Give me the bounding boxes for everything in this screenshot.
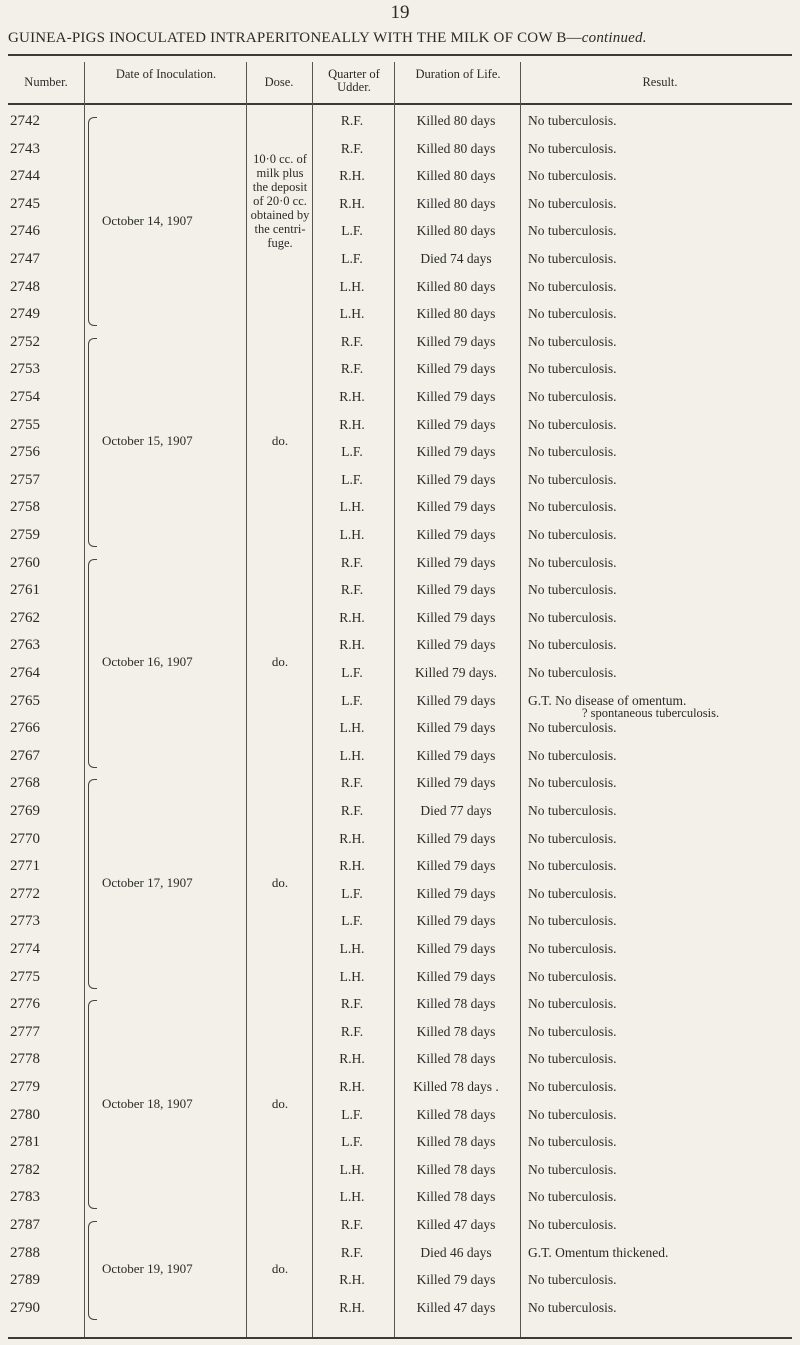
row-result [528, 886, 796, 902]
row-number: 2752 [10, 333, 40, 350]
row-duration: Killed 79 days. [414, 665, 498, 680]
row-result [528, 748, 796, 764]
row-result [528, 693, 796, 721]
row-result-text: No tuberculosis. [528, 996, 617, 1012]
row-duration: Killed 78 days [416, 1134, 496, 1150]
row-number: 2744 [10, 168, 40, 185]
group-brace [88, 1000, 97, 1209]
row-result-text: No tuberculosis. [528, 803, 617, 818]
row-udder-quarter: R.F. [340, 1217, 364, 1232]
row-duration: Killed 79 days [416, 361, 496, 377]
group-dose: do. [271, 1261, 289, 1277]
row-udder-quarter: L.F. [341, 223, 363, 239]
row-duration: Killed 80 days [416, 113, 496, 128]
row-number: 2758 [10, 499, 40, 516]
row-result-text: No tuberculosis. [528, 665, 617, 680]
row-result [528, 637, 796, 653]
row-udder-quarter: L.H. [339, 1161, 365, 1177]
row-result-text: No tuberculosis. [528, 389, 617, 404]
row-duration: Killed 79 days [416, 775, 496, 791]
header-number: Number. [24, 75, 68, 89]
row-duration: Killed 79 days [416, 416, 496, 432]
row-result [528, 858, 796, 874]
row-result [528, 1300, 796, 1316]
row-result-text: No tuberculosis. [528, 306, 617, 322]
row-result-text: No tuberculosis. [528, 527, 617, 542]
row-duration: Killed 80 days [416, 306, 496, 322]
row-result-text: No tuberculosis. [528, 1272, 617, 1288]
row-duration: Killed 79 days [416, 1272, 496, 1288]
row-result [528, 306, 796, 322]
row-udder-quarter: L.H. [339, 527, 365, 542]
row-number: 2761 [10, 582, 40, 599]
row-duration: Killed 78 days [416, 1106, 496, 1122]
group-date: October 15, 1907 [102, 433, 193, 449]
row-result-text: No tuberculosis. [528, 858, 617, 874]
row-result [528, 1162, 796, 1178]
group-date: October 17, 1907 [102, 875, 193, 890]
column-divider [394, 62, 395, 1337]
row-number: 2757 [10, 471, 40, 488]
row-result-text: No tuberculosis. [528, 1134, 617, 1150]
row-result [528, 1134, 796, 1150]
row-result-text: No tuberculosis. [528, 113, 617, 128]
row-number: 2767 [10, 747, 40, 764]
group-dose: do. [271, 875, 289, 890]
row-result [528, 1107, 796, 1123]
row-result-text: No tuberculosis. [528, 1161, 617, 1177]
row-result-text: No tuberculosis. [528, 1189, 617, 1205]
group-brace [88, 338, 97, 547]
page-number: 19 [390, 2, 410, 23]
row-result [528, 969, 796, 985]
row-udder-quarter: R.H. [339, 609, 365, 625]
row-result-text: No tuberculosis. [528, 251, 617, 266]
dose-description: 10·0 cc. of milk plus the deposit of 20·0 cc. obtained by the centri-fuge. [250, 152, 310, 250]
row-duration: Died 74 days [420, 251, 492, 266]
row-result [528, 334, 796, 350]
row-number: 2768 [10, 775, 40, 792]
row-udder-quarter: L.H. [339, 720, 365, 736]
row-result-text: No tuberculosis. [528, 444, 617, 460]
row-result [528, 113, 796, 129]
row-number: 2772 [10, 885, 40, 902]
row-duration: Killed 79 days [416, 554, 496, 570]
row-result-text: No tuberculosis. [528, 941, 617, 956]
row-result-text: No tuberculosis. [528, 1299, 617, 1315]
row-result [528, 610, 796, 626]
row-number: 2755 [10, 416, 40, 433]
header-dose: Dose. [264, 75, 294, 89]
row-result [528, 803, 796, 819]
row-duration: Killed 79 days [416, 527, 496, 542]
row-duration: Killed 79 days [416, 499, 496, 515]
row-result [528, 720, 796, 736]
row-duration: Killed 79 days [416, 830, 496, 846]
column-divider [84, 62, 85, 1337]
row-result-text: G.T. No disease of omentum. [528, 692, 687, 708]
row-number: 2783 [10, 1189, 40, 1206]
row-result-text: No tuberculosis. [528, 968, 617, 984]
row-result [528, 913, 796, 929]
row-result-text: No tuberculosis. [528, 1023, 617, 1039]
row-udder-quarter: R.F. [340, 775, 364, 791]
row-udder-quarter: R.H. [339, 195, 365, 211]
row-result-text: No tuberculosis. [528, 637, 617, 653]
row-result [528, 223, 796, 239]
row-udder-quarter: R.H. [339, 1299, 365, 1315]
row-udder-quarter: R.F. [340, 1023, 364, 1039]
row-result [528, 527, 796, 543]
row-udder-quarter: L.F. [341, 885, 363, 901]
row-udder-quarter: L.F. [341, 1134, 363, 1150]
row-number: 2781 [10, 1134, 40, 1151]
row-duration: Died 77 days [420, 803, 492, 818]
row-number: 2771 [10, 858, 40, 875]
row-result [528, 996, 796, 1012]
heading-text: GUINEA-PIGS INOCULATED INTRAPERITONEALLY WITH THE MILK OF COW B— [8, 30, 582, 46]
row-udder-quarter: L.H. [339, 306, 365, 322]
row-udder-quarter: R.F. [340, 582, 364, 598]
row-duration: Killed 80 days [416, 140, 496, 156]
row-duration: Killed 80 days [416, 223, 496, 239]
row-duration: Killed 78 days [416, 1161, 496, 1177]
row-result-text: No tuberculosis. [528, 278, 617, 294]
row-udder-quarter: R.H. [339, 1051, 365, 1067]
row-result-text: G.T. Omentum thickened. [528, 1244, 669, 1260]
row-result [528, 1079, 796, 1095]
group-date: October 16, 1907 [102, 654, 193, 670]
row-number: 2754 [10, 389, 40, 405]
row-duration: Killed 79 days [416, 471, 496, 487]
column-divider [246, 62, 247, 1337]
row-udder-quarter: R.H. [339, 637, 365, 653]
row-result-text: No tuberculosis. [528, 499, 617, 515]
row-duration: Killed 47 days [416, 1217, 496, 1232]
row-number: 2764 [10, 665, 40, 681]
group-date: October 14, 1907 [102, 212, 193, 228]
row-duration: Killed 79 days [416, 609, 496, 625]
row-result-text: No tuberculosis. [528, 168, 617, 184]
row-result [528, 251, 796, 267]
row-udder-quarter: L.F. [341, 665, 363, 680]
row-number: 2745 [10, 195, 40, 212]
row-duration: Killed 79 days [416, 444, 496, 460]
group-dose: do. [271, 1095, 289, 1111]
page-heading [8, 30, 798, 47]
row-number: 2789 [10, 1272, 40, 1289]
row-duration: Killed 78 days . [413, 1079, 499, 1094]
row-duration: Killed 78 days [416, 1051, 496, 1067]
row-duration: Killed 79 days [416, 885, 496, 901]
bottom-rule [8, 1337, 792, 1339]
group-dose: do. [271, 433, 289, 449]
group-brace [88, 559, 97, 768]
row-udder-quarter: L.H. [339, 968, 365, 984]
row-udder-quarter: L.H. [339, 1189, 365, 1205]
group-date: October 18, 1907 [102, 1095, 193, 1111]
row-duration: Killed 79 days [416, 582, 496, 598]
row-result-text: No tuberculosis. [528, 1079, 617, 1094]
row-number: 2774 [10, 941, 40, 957]
row-number: 2743 [10, 140, 40, 157]
row-duration: Killed 80 days [416, 278, 496, 294]
row-udder-quarter: R.F. [340, 1244, 364, 1260]
row-udder-quarter: R.H. [339, 389, 365, 404]
group-brace [88, 117, 97, 326]
row-duration: Killed 78 days [416, 996, 496, 1012]
row-result [528, 1024, 796, 1040]
row-result [528, 389, 796, 405]
group-date: October 19, 1907 [102, 1261, 193, 1277]
row-result [528, 1189, 796, 1205]
row-number: 2760 [10, 554, 40, 571]
row-result-text: No tuberculosis. [528, 582, 617, 598]
row-udder-quarter: R.F. [340, 140, 364, 156]
row-udder-quarter: L.F. [341, 444, 363, 460]
row-number: 2756 [10, 444, 40, 461]
row-udder-quarter: L.F. [341, 913, 363, 929]
row-result-text: No tuberculosis. [528, 775, 617, 791]
row-result [528, 168, 796, 184]
row-duration: Killed 79 days [416, 637, 496, 653]
header-life: Duration of Life. [415, 67, 501, 81]
group-brace [88, 1221, 97, 1320]
row-udder-quarter: R.F. [340, 803, 364, 818]
row-result [528, 1245, 796, 1261]
row-number: 2777 [10, 1023, 40, 1040]
row-number: 2765 [10, 692, 40, 709]
row-result [528, 141, 796, 157]
row-result [528, 1272, 796, 1288]
row-udder-quarter: L.F. [341, 471, 363, 487]
group-dose: do. [271, 654, 289, 670]
row-result [528, 196, 796, 212]
row-number: 2790 [10, 1299, 40, 1316]
row-result-text: No tuberculosis. [528, 333, 617, 349]
row-number: 2753 [10, 361, 40, 378]
row-duration: Killed 79 days [416, 913, 496, 929]
row-number: 2762 [10, 609, 40, 626]
row-result [528, 941, 796, 957]
row-duration: Killed 79 days [416, 389, 496, 404]
row-udder-quarter: L.F. [341, 251, 363, 266]
group-brace [88, 779, 97, 988]
row-result [528, 472, 796, 488]
row-udder-quarter: R.H. [339, 1272, 365, 1288]
row-udder-quarter: L.H. [339, 278, 365, 294]
row-result-text: No tuberculosis. [528, 1217, 617, 1232]
row-udder-quarter: L.H. [339, 941, 365, 956]
row-udder-quarter: R.H. [339, 858, 365, 874]
row-result-text: No tuberculosis. [528, 471, 617, 487]
row-duration: Killed 47 days [416, 1299, 496, 1315]
row-number: 2782 [10, 1161, 40, 1178]
header-result: Result. [642, 75, 678, 89]
row-udder-quarter: R.F. [340, 996, 364, 1012]
header-date: Date of Inoculation. [115, 67, 217, 81]
row-duration: Killed 79 days [416, 941, 496, 956]
row-result-note: ? spontaneous tuberculosis. [582, 705, 720, 720]
row-result-text: No tuberculosis. [528, 747, 617, 763]
row-result-text: No tuberculosis. [528, 885, 617, 901]
row-number: 2746 [10, 223, 40, 240]
row-number: 2780 [10, 1106, 40, 1123]
heading-continued: continued. [581, 30, 647, 46]
row-number: 2769 [10, 803, 40, 819]
row-duration: Killed 80 days [416, 195, 496, 211]
row-udder-quarter: L.F. [341, 1106, 363, 1122]
row-duration: Killed 78 days [416, 1189, 496, 1205]
row-result-text: No tuberculosis. [528, 223, 617, 239]
row-result [528, 361, 796, 377]
row-udder-quarter: R.F. [340, 333, 364, 349]
row-duration: Killed 79 days [416, 858, 496, 874]
row-result [528, 665, 796, 681]
row-result [528, 831, 796, 847]
row-udder-quarter: R.F. [340, 554, 364, 570]
row-number: 2788 [10, 1244, 40, 1261]
row-result [528, 555, 796, 571]
row-duration: Killed 79 days [416, 692, 496, 708]
row-udder-quarter: L.F. [341, 692, 363, 708]
header-udder: Quarter of Udder. [328, 67, 380, 94]
row-result-text: No tuberculosis. [528, 1106, 617, 1122]
row-result-text: No tuberculosis. [528, 140, 617, 156]
row-result [528, 1051, 796, 1067]
row-number: 2775 [10, 968, 40, 985]
row-result [528, 582, 796, 598]
row-result [528, 499, 796, 515]
row-number: 2773 [10, 913, 40, 930]
row-udder-quarter: R.F. [340, 361, 364, 377]
row-udder-quarter: R.H. [339, 1079, 365, 1094]
row-result-text: No tuberculosis. [528, 1051, 617, 1067]
row-result-text: No tuberculosis. [528, 416, 617, 432]
row-number: 2763 [10, 637, 40, 654]
row-udder-quarter: R.H. [339, 830, 365, 846]
row-udder-quarter: L.H. [339, 499, 365, 515]
row-number: 2766 [10, 720, 40, 737]
row-result-text: No tuberculosis. [528, 554, 617, 570]
row-result [528, 417, 796, 433]
row-number: 2742 [10, 113, 40, 129]
row-udder-quarter: R.H. [339, 416, 365, 432]
row-result-text: No tuberculosis. [528, 720, 617, 736]
row-number: 2759 [10, 527, 40, 543]
row-result [528, 444, 796, 460]
row-number: 2747 [10, 251, 40, 267]
row-number: 2779 [10, 1079, 40, 1095]
row-number: 2787 [10, 1217, 40, 1233]
row-udder-quarter: R.H. [339, 168, 365, 184]
row-result-text: No tuberculosis. [528, 361, 617, 377]
row-udder-quarter: L.H. [339, 747, 365, 763]
header-rule [8, 103, 792, 105]
row-number: 2770 [10, 830, 40, 847]
row-result-text: No tuberculosis. [528, 609, 617, 625]
row-duration: Killed 79 days [416, 968, 496, 984]
row-result-text: No tuberculosis. [528, 913, 617, 929]
row-result-text: No tuberculosis. [528, 830, 617, 846]
row-udder-quarter: R.F. [340, 113, 364, 128]
row-duration: Killed 79 days [416, 747, 496, 763]
row-duration: Killed 79 days [416, 720, 496, 736]
row-result [528, 775, 796, 791]
row-result [528, 1217, 796, 1233]
row-duration: Killed 80 days [416, 168, 496, 184]
row-number: 2749 [10, 306, 40, 323]
row-result-text: No tuberculosis. [528, 195, 617, 211]
row-duration: Died 46 days [420, 1244, 492, 1260]
row-number: 2778 [10, 1051, 40, 1068]
row-number: 2776 [10, 996, 40, 1013]
row-number: 2748 [10, 278, 40, 295]
row-result [528, 279, 796, 295]
row-duration: Killed 79 days [416, 333, 496, 349]
row-duration: Killed 78 days [416, 1023, 496, 1039]
column-divider [520, 62, 521, 1337]
top-rule [8, 54, 792, 56]
